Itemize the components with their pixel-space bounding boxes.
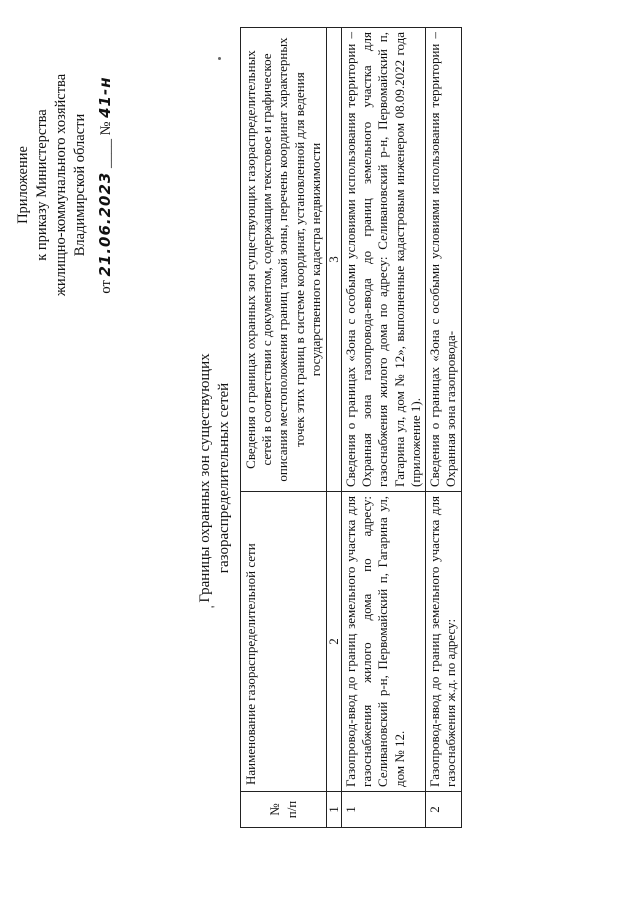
table-row: [342, 28, 426, 828]
order-date-number: от 21.06.2023 ____ № 41-н: [96, 76, 114, 294]
table-row: [426, 28, 462, 828]
title-line-2: газораспределительных сетей: [216, 382, 232, 574]
appendix-header: [14, 60, 116, 310]
document-title: [196, 308, 234, 648]
header-number: № п/п: [241, 792, 327, 828]
header-zone-info: Сведения о границах охранных зон существующих газораспределительных сетей в соответствии с документом, содержащим текстовое и графическое описания местоположения границ такой зоны, перечень координат характерных точек этих границ в системе координат, установленной для ведения государственного кадастра недвижимости: [241, 28, 327, 492]
ministry-line: жилищно-коммунального хозяйства: [53, 73, 69, 297]
table-header-row: [241, 28, 327, 828]
network-name-text: Газопровод-ввод до границ земельного участка для газоснабжения ж.д. по адресу:: [427, 496, 459, 787]
header-network-name: Наименование газораспределительной сети: [241, 492, 327, 792]
handwritten-date: 21.06.2023: [96, 171, 114, 277]
column-numbers-row: [327, 28, 342, 828]
title-line-1: Границы охранных зон существующих: [197, 353, 213, 603]
network-name: Газопровод-ввод до границ земельного участка для газоснабжения жилого дома по адресу: Селивановский р-н, Первомайский п, Гагарина ул, дом № 12.: [342, 492, 426, 792]
column-number: 3: [327, 28, 342, 492]
appendix-label: Приложение: [15, 146, 31, 224]
number-prefix: №: [98, 121, 114, 136]
network-name: [426, 492, 462, 792]
row-number: 1: [342, 792, 426, 828]
column-number: 1: [327, 792, 342, 828]
zone-info: Сведения о границах «Зона с особыми условиями использования территории – Охранная зона газопровода-ввода до границ земельного участка для газоснабжения жилого дома по адресу: Селивановский р-н, Первомайский п, Гагарина ул, дом № 12», выполненные кадастровым инженером 08.09.2022 года (приложение 1).: [342, 28, 426, 492]
column-number: 2: [327, 492, 342, 792]
scan-speck: [218, 57, 221, 60]
zone-info-text: Сведения о границах «Зона с особыми условиями использования территории – Охранная зона газопровода-: [427, 32, 459, 487]
row-number-text: 2: [427, 806, 443, 813]
region-line: Владимирской области: [72, 113, 88, 257]
zones-table: [240, 27, 462, 828]
margin-mark: ': [208, 605, 223, 608]
row-number: [426, 792, 462, 828]
date-prefix: от: [98, 280, 114, 294]
handwritten-number: 41-н: [96, 76, 114, 118]
zone-info: [426, 28, 462, 492]
order-ref-line: к приказу Министерства: [34, 109, 50, 261]
